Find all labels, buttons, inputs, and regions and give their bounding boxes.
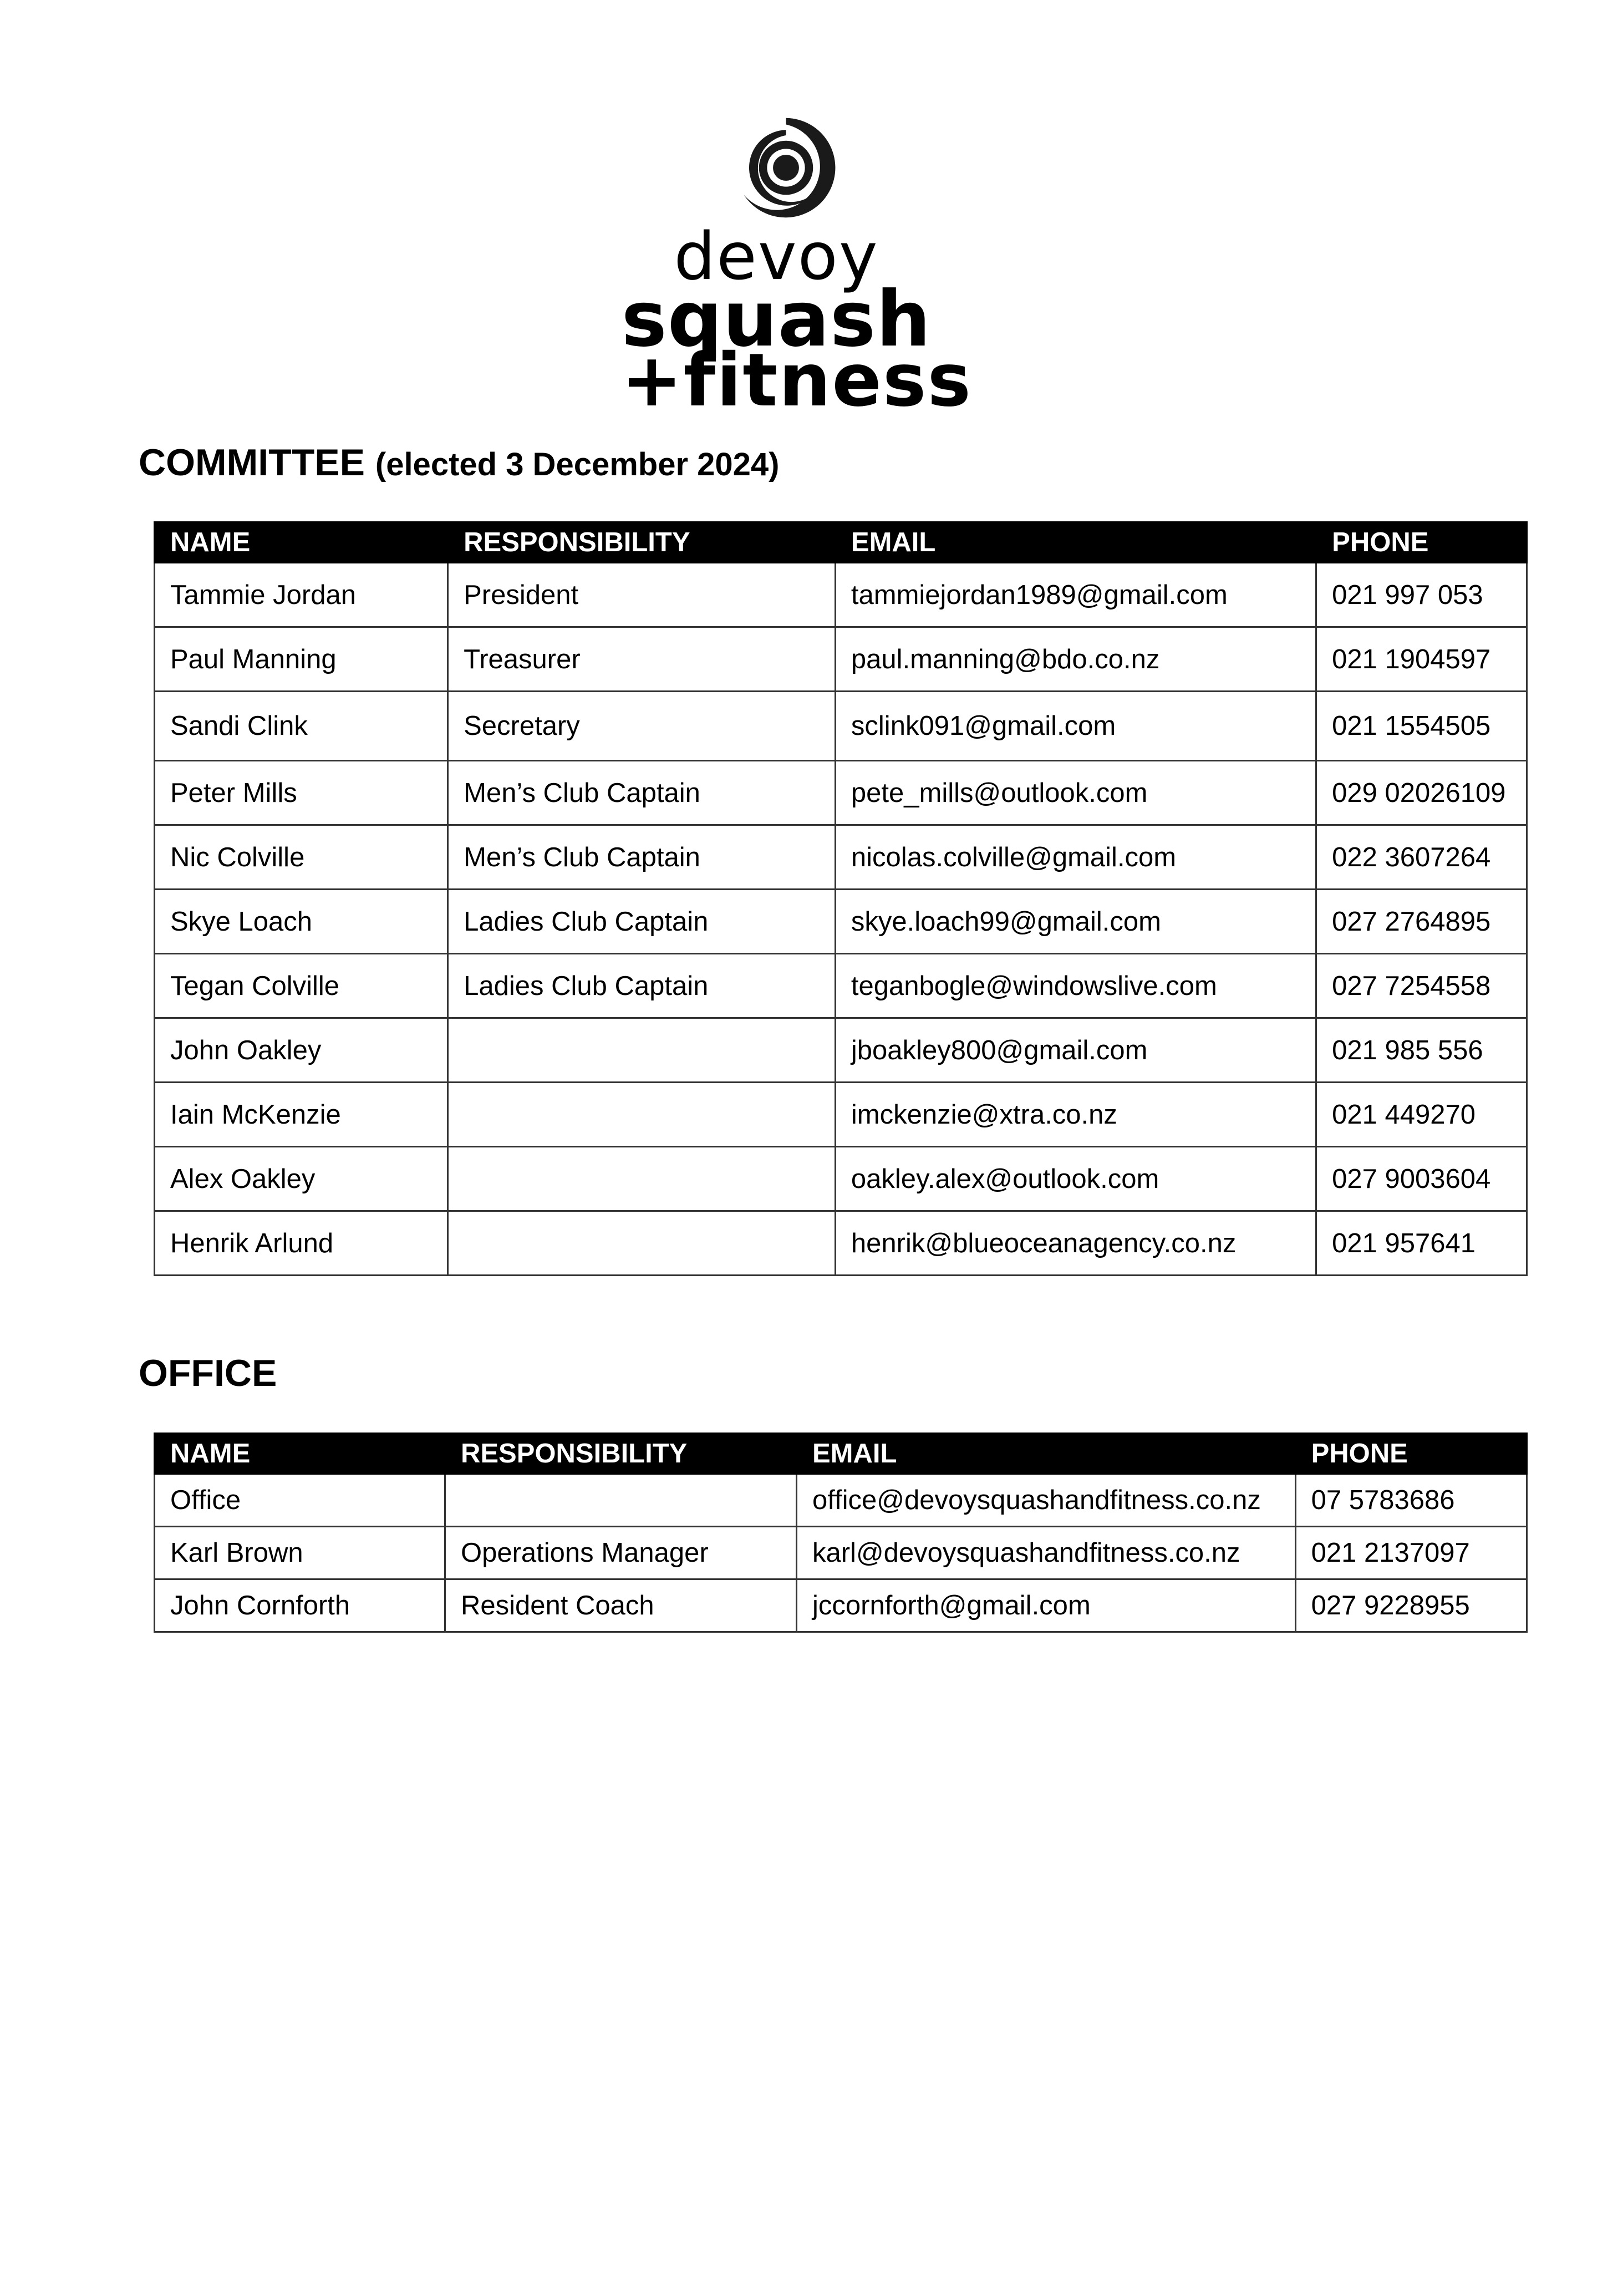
table-row (155, 627, 1527, 692)
cell-phone: 027 7254558 (1316, 954, 1527, 1018)
logo-word-squash: squash (621, 275, 932, 364)
cell-name: Nic Colville (155, 825, 448, 890)
col-header-phone: PHONE (1295, 1434, 1527, 1474)
logo-word-devoy: devoy (674, 218, 879, 294)
cell-phone: 021 1904597 (1316, 627, 1527, 692)
cell-phone: 021 985 556 (1316, 1018, 1527, 1083)
table-header-row (155, 1434, 1527, 1474)
cell-phone: 022 3607264 (1316, 825, 1527, 890)
cell-responsibility: Resident Coach (445, 1579, 796, 1632)
cell-responsibility (448, 1083, 836, 1147)
col-header-email: EMAIL (835, 522, 1316, 563)
cell-email: oakley.alex@outlook.com (835, 1147, 1316, 1211)
table-row (155, 1527, 1527, 1579)
cell-phone: 029 02026109 (1316, 761, 1527, 825)
table-header-row (155, 522, 1527, 563)
cell-phone: 021 957641 (1316, 1211, 1527, 1276)
cell-name: Alex Oakley (155, 1147, 448, 1211)
committee-table (154, 521, 1528, 1276)
cell-email: jboakley800@gmail.com (835, 1018, 1316, 1083)
logo-swirl-icon (732, 114, 840, 222)
table-row (155, 1083, 1527, 1147)
col-header-name: NAME (155, 1434, 445, 1474)
cell-responsibility: Men’s Club Captain (448, 825, 836, 890)
committee-title: COMMITTEE (139, 441, 365, 484)
committee-heading (139, 441, 780, 484)
cell-phone: 027 9228955 (1295, 1579, 1527, 1632)
cell-responsibility (448, 1018, 836, 1083)
cell-responsibility: Operations Manager (445, 1527, 796, 1579)
cell-phone: 021 449270 (1316, 1083, 1527, 1147)
cell-email: karl@devoysquashandfitness.co.nz (796, 1527, 1295, 1579)
cell-email: jccornforth@gmail.com (796, 1579, 1295, 1632)
logo-word-fitness: +fitness (621, 338, 973, 423)
cell-email: tammiejordan1989@gmail.com (835, 563, 1316, 627)
cell-email: nicolas.colville@gmail.com (835, 825, 1316, 890)
col-header-responsibility: RESPONSIBILITY (448, 522, 836, 563)
cell-email: teganbogle@windowslive.com (835, 954, 1316, 1018)
cell-responsibility: Ladies Club Captain (448, 890, 836, 954)
table-row (155, 954, 1527, 1018)
cell-name: Karl Brown (155, 1527, 445, 1579)
cell-phone: 027 2764895 (1316, 890, 1527, 954)
col-header-name: NAME (155, 522, 448, 563)
cell-name: Tammie Jordan (155, 563, 448, 627)
cell-name: Henrik Arlund (155, 1211, 448, 1276)
table-row (155, 1147, 1527, 1211)
table-row (155, 563, 1527, 627)
col-header-responsibility: RESPONSIBILITY (445, 1434, 796, 1474)
col-header-email: EMAIL (796, 1434, 1295, 1474)
cell-email: imckenzie@xtra.co.nz (835, 1083, 1316, 1147)
office-table (154, 1433, 1528, 1633)
cell-email: skye.loach99@gmail.com (835, 890, 1316, 954)
cell-name: John Oakley (155, 1018, 448, 1083)
col-header-phone: PHONE (1316, 522, 1527, 563)
cell-phone: 021 1554505 (1316, 692, 1527, 761)
club-logo (621, 114, 973, 423)
table-row (155, 1211, 1527, 1276)
cell-phone: 027 9003604 (1316, 1147, 1527, 1211)
cell-responsibility: Treasurer (448, 627, 836, 692)
committee-subtitle: (elected 3 December 2024) (375, 446, 780, 482)
cell-email: office@devoysquashandfitness.co.nz (796, 1474, 1295, 1527)
cell-responsibility (445, 1474, 796, 1527)
table-row (155, 1474, 1527, 1527)
cell-responsibility: Men’s Club Captain (448, 761, 836, 825)
table-row (155, 825, 1527, 890)
cell-responsibility: Ladies Club Captain (448, 954, 836, 1018)
cell-email: henrik@blueoceanagency.co.nz (835, 1211, 1316, 1276)
cell-responsibility (448, 1211, 836, 1276)
cell-name: Paul Manning (155, 627, 448, 692)
table-row (155, 1018, 1527, 1083)
cell-email: sclink091@gmail.com (835, 692, 1316, 761)
cell-responsibility (448, 1147, 836, 1211)
cell-name: Office (155, 1474, 445, 1527)
cell-responsibility: President (448, 563, 836, 627)
cell-phone: 07 5783686 (1295, 1474, 1527, 1527)
cell-phone: 021 2137097 (1295, 1527, 1527, 1579)
cell-name: John Cornforth (155, 1579, 445, 1632)
cell-responsibility: Secretary (448, 692, 836, 761)
cell-name: Peter Mills (155, 761, 448, 825)
cell-name: Skye Loach (155, 890, 448, 954)
table-row (155, 890, 1527, 954)
office-heading: OFFICE (139, 1352, 277, 1394)
cell-email: paul.manning@bdo.co.nz (835, 627, 1316, 692)
cell-name: Tegan Colville (155, 954, 448, 1018)
cell-name: Iain McKenzie (155, 1083, 448, 1147)
table-row (155, 1579, 1527, 1632)
table-row (155, 761, 1527, 825)
cell-name: Sandi Clink (155, 692, 448, 761)
table-row (155, 692, 1527, 761)
cell-phone: 021 997 053 (1316, 563, 1527, 627)
cell-email: pete_mills@outlook.com (835, 761, 1316, 825)
